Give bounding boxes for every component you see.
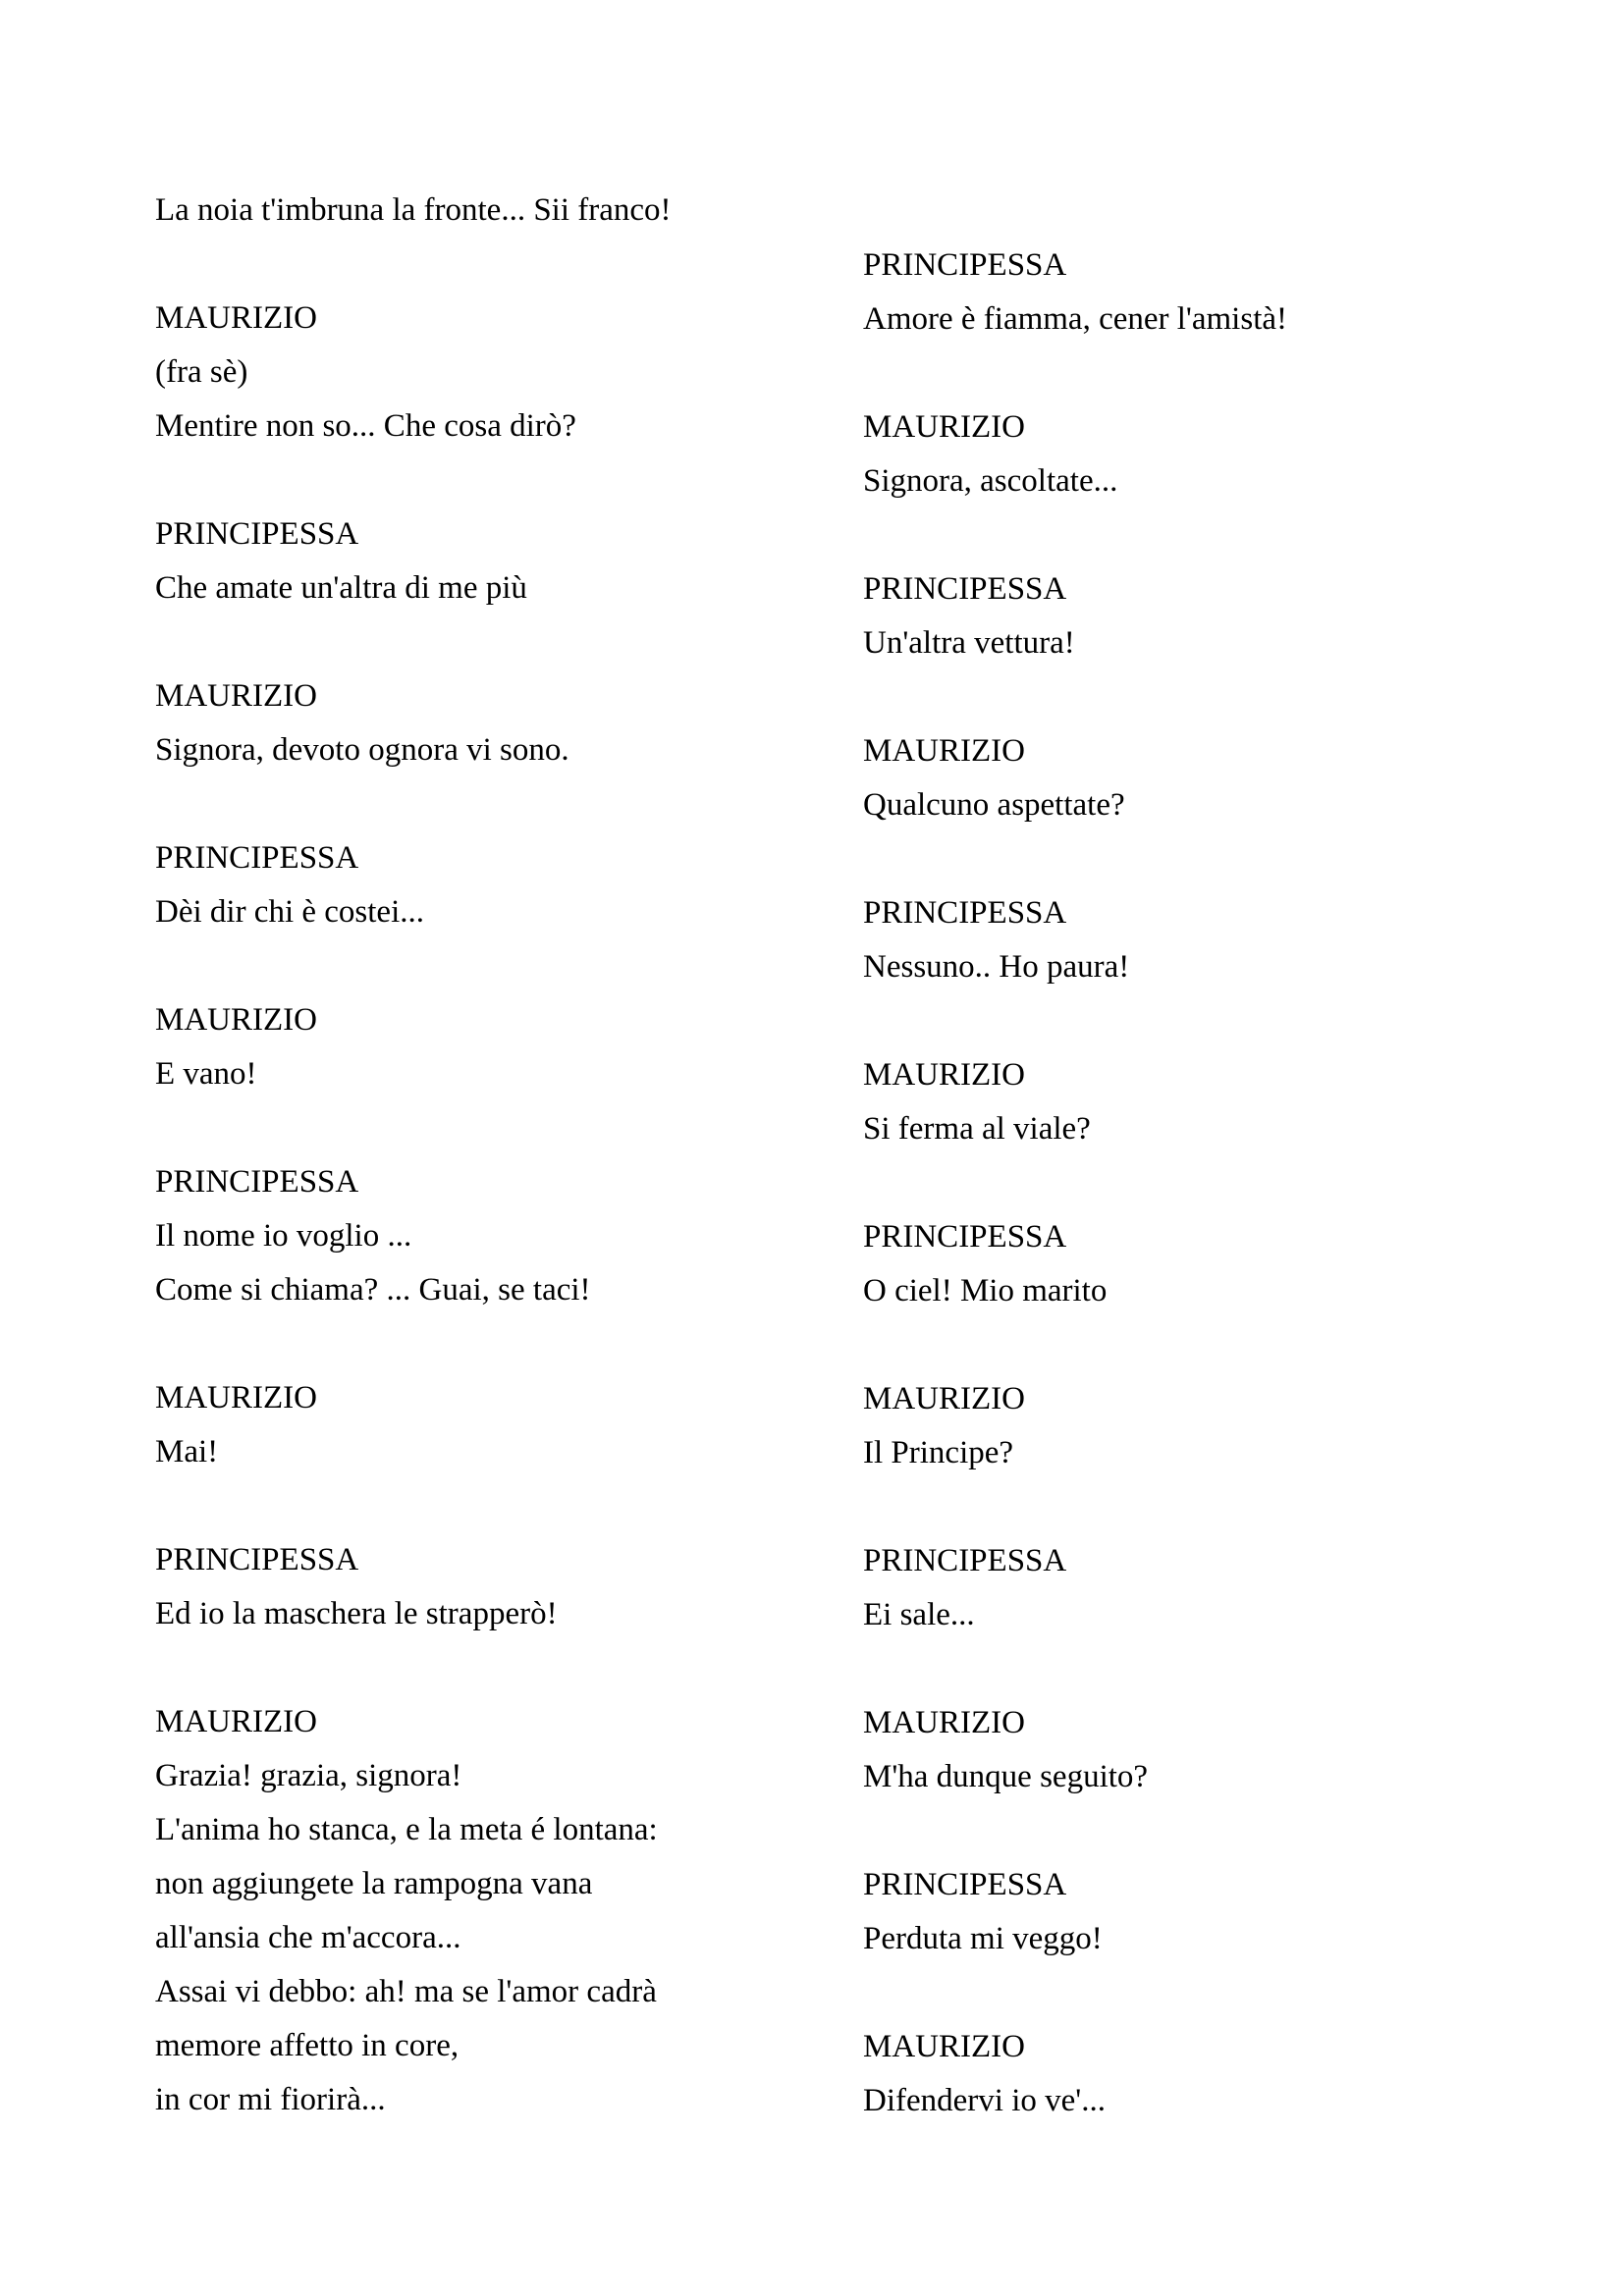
- line-spacer: [155, 454, 672, 507]
- line-spacer: [155, 1101, 672, 1155]
- speaker-name: PRINCIPESSA: [155, 1164, 359, 1200]
- speaker-name: MAURIZIO: [863, 409, 1025, 445]
- dialogue-line: Grazia! grazia, signora!: [155, 1758, 462, 1793]
- dialogue-line: memore affetto in core,: [155, 2028, 460, 2063]
- line-spacer: [155, 777, 672, 831]
- line-spacer: [863, 1642, 1287, 1696]
- dialogue-line: all'ansia che m'accora...: [155, 1920, 461, 1955]
- speaker-name: MAURIZIO: [863, 1381, 1025, 1416]
- dialogue-line: Ed io la maschera le strapperò!: [155, 1596, 558, 1631]
- dialogue-line: Assai vi debbo: ah! ma se l'amor cadrà: [155, 1974, 657, 2009]
- dialogue-line: Che amate un'altra di me più: [155, 570, 527, 606]
- line-spacer: [863, 347, 1287, 400]
- speaker-name: PRINCIPESSA: [155, 840, 359, 876]
- dialogue-line: Mai!: [155, 1434, 219, 1469]
- line-spacer: [155, 615, 672, 669]
- dialogue-line: non aggiungete la rampogna vana: [155, 1866, 593, 1901]
- line-spacer: [863, 670, 1287, 724]
- dialogue-line: in cor mi fiorirà...: [155, 2082, 386, 2117]
- dialogue-line: Amore è fiamma, cener l'amistà!: [863, 301, 1287, 337]
- speaker-name: PRINCIPESSA: [863, 247, 1067, 283]
- dialogue-line: Perduta mi veggo!: [863, 1921, 1103, 1956]
- line-spacer: [155, 939, 672, 993]
- dialogue-line: Difendervi io ve'...: [863, 2083, 1106, 2118]
- speaker-name: MAURIZIO: [863, 733, 1025, 769]
- dialogue-line: Il nome io voglio ...: [155, 1218, 412, 1254]
- dialogue-line: Il Principe?: [863, 1435, 1014, 1470]
- line-spacer: [863, 1156, 1287, 1210]
- line-spacer: [863, 1318, 1287, 1372]
- left-text-column: [155, 184, 672, 2127]
- speaker-name: MAURIZIO: [863, 1705, 1025, 1740]
- line-spacer: [155, 1317, 672, 1371]
- right-text-column: [863, 239, 1287, 2128]
- line-spacer: [155, 238, 672, 292]
- dialogue-line: Come si chiama? ... Guai, se taci!: [155, 1272, 591, 1308]
- dialogue-line: Signora, devoto ognora vi sono.: [155, 732, 569, 768]
- speaker-name: MAURIZIO: [155, 1704, 317, 1739]
- speaker-name: PRINCIPESSA: [863, 1219, 1067, 1255]
- dialogue-line: Mentire non so... Che cosa dirò?: [155, 408, 576, 444]
- line-spacer: [155, 1479, 672, 1533]
- speaker-name: MAURIZIO: [155, 1380, 317, 1415]
- dialogue-line: Si ferma al viale?: [863, 1111, 1091, 1147]
- speaker-name: PRINCIPESSA: [863, 571, 1067, 607]
- speaker-name: PRINCIPESSA: [863, 895, 1067, 931]
- dialogue-line: Qualcuno aspettate?: [863, 787, 1125, 823]
- dialogue-line: (fra sè): [155, 354, 248, 390]
- speaker-name: MAURIZIO: [863, 2029, 1025, 2064]
- dialogue-line: Signora, ascoltate...: [863, 463, 1118, 499]
- dialogue-line: L'anima ho stanca, e la meta é lontana:: [155, 1812, 658, 1847]
- speaker-name: PRINCIPESSA: [155, 1542, 359, 1577]
- line-spacer: [863, 994, 1287, 1048]
- dialogue-line: La noia t'imbruna la fronte... Sii franco!: [155, 192, 672, 228]
- line-spacer: [155, 1641, 672, 1695]
- dialogue-line: E vano!: [155, 1056, 257, 1092]
- line-spacer: [863, 1966, 1287, 2020]
- line-spacer: [863, 508, 1287, 562]
- line-spacer: [863, 1480, 1287, 1534]
- dialogue-line: Nessuno.. Ho paura!: [863, 949, 1130, 985]
- speaker-name: MAURIZIO: [155, 1002, 317, 1038]
- dialogue-line: Dèi dir chi è costei...: [155, 894, 424, 930]
- speaker-name: PRINCIPESSA: [863, 1867, 1067, 1902]
- dialogue-line: M'ha dunque seguito?: [863, 1759, 1149, 1794]
- dialogue-line: Ei sale...: [863, 1597, 975, 1632]
- speaker-name: PRINCIPESSA: [155, 516, 359, 552]
- line-spacer: [863, 1804, 1287, 1858]
- speaker-name: PRINCIPESSA: [863, 1543, 1067, 1578]
- speaker-name: MAURIZIO: [863, 1057, 1025, 1093]
- dialogue-line: Un'altra vettura!: [863, 625, 1075, 661]
- speaker-name: MAURIZIO: [155, 300, 317, 336]
- dialogue-line: O ciel! Mio marito: [863, 1273, 1108, 1308]
- line-spacer: [863, 832, 1287, 886]
- speaker-name: MAURIZIO: [155, 678, 317, 714]
